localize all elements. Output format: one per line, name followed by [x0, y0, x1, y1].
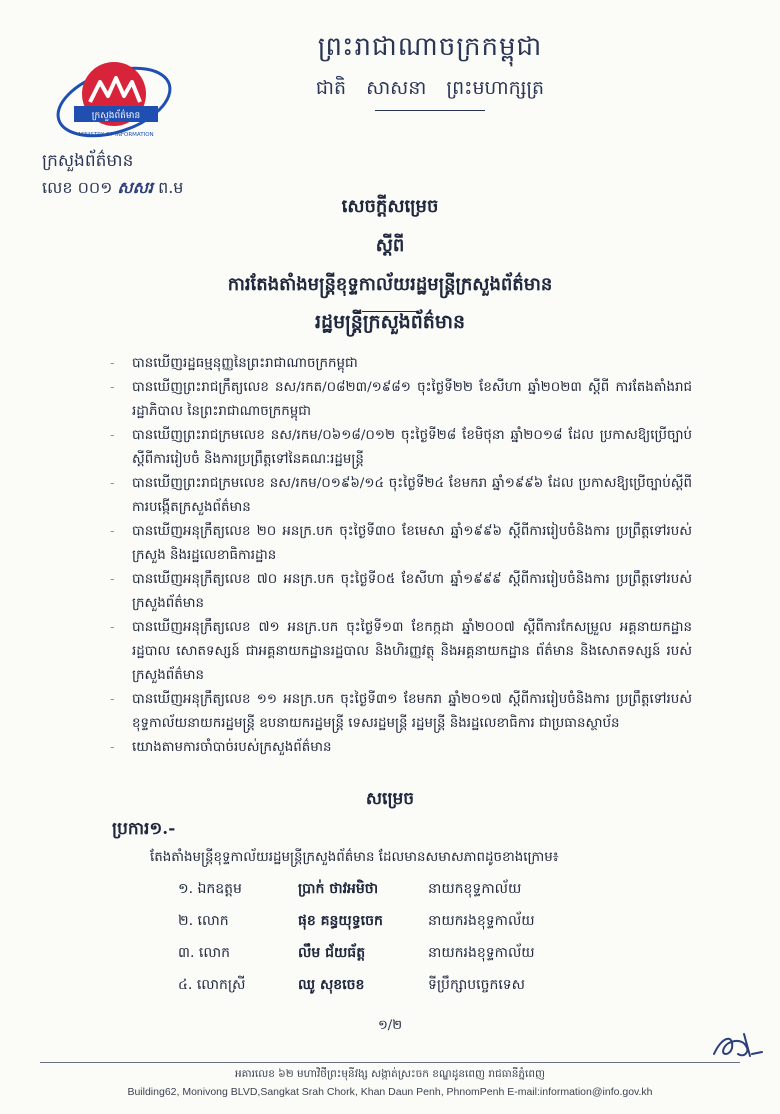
appointee-list — [178, 873, 698, 1001]
issuing-ministry: ក្រសួងព័ត៌មាន — [42, 151, 134, 171]
preamble-item: - បានឃើញព្រះរាជក្រឹត្យលេខ នស/រកត/០៨២៣/១៩៨១ ចុះថ្ងៃទី២២ ខែសីហា ឆ្នាំ២០២៣ ស្តីពី ការតែងតាំងរាជរដ្ឋាភិបាល នៃព្រះរាជាណាចក្រកម្ពុជា — [132, 376, 692, 424]
ref-prefix: លេខ — [42, 178, 73, 197]
appointee-row — [178, 905, 698, 937]
footer-divider — [40, 1062, 740, 1063]
preamble-item: - បានឃើញព្រះរាជក្រមលេខ នស/រកម/០៦១៨/០១២ ចុះថ្ងៃទី២៨ ខែមិថុនា ឆ្នាំ២០១៨ ដែល ប្រកាសឱ្យប្រើច្បាប់ស្តីពីការរៀបចំ និងការប្រព្រឹត្តទៅនៃគណៈរដ្ឋមន្ត្រី — [132, 424, 692, 472]
title-line-1: សេចក្តីសម្រេច — [341, 196, 439, 217]
footer-address-kh: អគារលេខ ៦២ មហាវិថីព្រះមុនីវង្ស សង្កាត់ស្រះចក ខណ្ឌដូនពេញ រាជធានីភ្នំពេញ — [234, 1068, 546, 1080]
footer-address-en: Building62, Monivong BLVD,Sangkat Srah Chork, Khan Daun Penh, PhnomPenh E-mail:information@info.gov.kh — [127, 1086, 653, 1098]
appointee-role: នាយករងខុទ្ទកាល័យ — [428, 912, 535, 929]
appointee-role: នាយកខុទ្ទកាល័យ — [428, 880, 522, 897]
preamble-item: - បានឃើញអនុក្រឹត្យលេខ ២០ អនក្រ.បក ចុះថ្ងៃទី៣០ ខែមេសា ឆ្នាំ១៩៩៦ ស្តីពីការរៀបចំនិងការ ប្រព្រឹត្តទៅរបស់ក្រសួង និងរដ្ឋលេខាធិការដ្ឋាន — [132, 520, 692, 568]
appointee-row — [178, 969, 698, 1001]
issuing-authority: រដ្ឋមន្ត្រីក្រសួងព័ត៌មាន — [314, 311, 465, 333]
appointee-role: នាយករងខុទ្ទកាល័យ — [428, 944, 535, 961]
title-line-3: ការតែងតាំងមន្ត្រីខុទ្ទកាល័យរដ្ឋមន្ត្រីក្រសួងព័ត៌មាន — [227, 274, 553, 295]
decision-heading: សម្រេច — [365, 789, 415, 809]
signature-icon — [708, 1026, 764, 1062]
preamble-item: - បានឃើញរដ្ឋធម្មនុញ្ញនៃព្រះរាជាណាចក្រកម្ពុជា — [132, 352, 692, 376]
article-heading: ប្រការ១.- — [112, 819, 176, 839]
appointee-row — [178, 937, 698, 969]
appointee-name: ផុខ គន្ធយុទ្ធចេក — [298, 912, 383, 929]
preamble-item: - បានឃើញអនុក្រឹត្យលេខ ៧០ អនក្រ.បក ចុះថ្ងៃទី០៥ ខែសីហា ឆ្នាំ១៩៩៩ ស្តីពីការរៀបចំនិងការ ប្រព្រឹត្តទៅរបស់ក្រសួងព័ត៌មាន — [132, 568, 692, 616]
preamble-item: - បានឃើញព្រះរាជក្រមលេខ នស/រកម/០១៩៦/១៤ ចុះថ្ងៃទី២៤ ខែមករា ឆ្នាំ១៩៩៦ ដែល ប្រកាសឱ្យប្រើច្បាប់ស្តីពីការបង្កើតក្រសួងព័ត៌មាន — [132, 472, 692, 520]
national-motto: ជាតិ សាសនា ព្រះមហាក្សត្រ — [315, 77, 545, 99]
appointee-name: លឹម ជ័យធ័ត្ត — [298, 944, 366, 961]
appointee-title: ៤. លោកស្រី — [178, 976, 246, 993]
ref-number: ០០១ — [77, 178, 113, 197]
appointee-title: ១. ឯកឧត្តម — [178, 880, 242, 897]
logo-text-en: MINISTRY OF INFORMATION — [78, 132, 154, 138]
kingdom-name: ព្រះរាជាណាចក្រកម្ពុជា — [317, 32, 543, 62]
document-title — [0, 194, 780, 312]
motto-divider — [375, 110, 485, 111]
appointee-row — [178, 873, 698, 905]
header-block — [240, 30, 620, 111]
preamble-list — [132, 352, 692, 760]
title-line-2: ស្តីពី — [375, 235, 405, 256]
preamble-item: - បានឃើញអនុក្រឹត្យលេខ ៧១ អនក្រ.បក ចុះថ្ងៃទី១៣ ខែកក្កដា ឆ្នាំ២០០៧ ស្តីពីការកែសម្រួល អគ្គនាយកដ្ឋានរដ្ឋបាល សោតទស្សន៍ ជាអគ្គនាយកដ្ឋានរដ្ឋបាល និងហិរញ្ញវត្ថុ និងអគ្គនាយកដ្ឋាន ព័ត៌មាន និងសោតទស្សន៍ របស់ក្រសួងព័ត៌មាន — [132, 616, 692, 688]
ref-handwritten: សសរ — [117, 178, 153, 197]
appointee-title: ៣. លោក — [178, 944, 230, 961]
logo-text-kh: ក្រសួងព័ត៌មាន — [91, 111, 141, 121]
preamble-item: - យោងតាមការចាំបាច់របស់ក្រសួងព័ត៌មាន — [132, 736, 692, 760]
appointee-name: ប្រាក់ ថាវអមិថា — [298, 880, 379, 897]
ministry-logo-icon — [52, 50, 182, 155]
preamble-item: - បានឃើញអនុក្រឹត្យលេខ ១១ អនក្រ.បក ចុះថ្ងៃទី៣១ ខែមករា ឆ្នាំ២០១៧ ស្តីពីការរៀបចំនិងការ ប្រព្រឹត្តទៅរបស់ខុទ្ទកាល័យនាយករដ្ឋមន្ត្រី ឧបនាយករដ្ឋមន្ត្រី ទេសរដ្ឋមន្ត្រី រដ្ឋមន្ត្រី និងរដ្ឋលេខាធិការ ជាប្រធានស្ថាប័ន — [132, 688, 692, 736]
page-number: ១/២ — [377, 1018, 403, 1033]
ref-suffix: ព.ម — [158, 178, 184, 197]
appointee-role: ទីប្រឹក្សាបច្ចេកទេស — [428, 976, 526, 993]
appointee-title: ២. លោក — [178, 912, 229, 929]
appointee-name: ឈូ សុខចេខ — [298, 976, 365, 993]
article-body: តែងតាំងមន្ត្រីខុទ្ទកាល័យរដ្ឋមន្ត្រីក្រសួងព័ត៌មាន ដែលមានសមាសភាពដូចខាងក្រោម៖ — [150, 850, 559, 865]
